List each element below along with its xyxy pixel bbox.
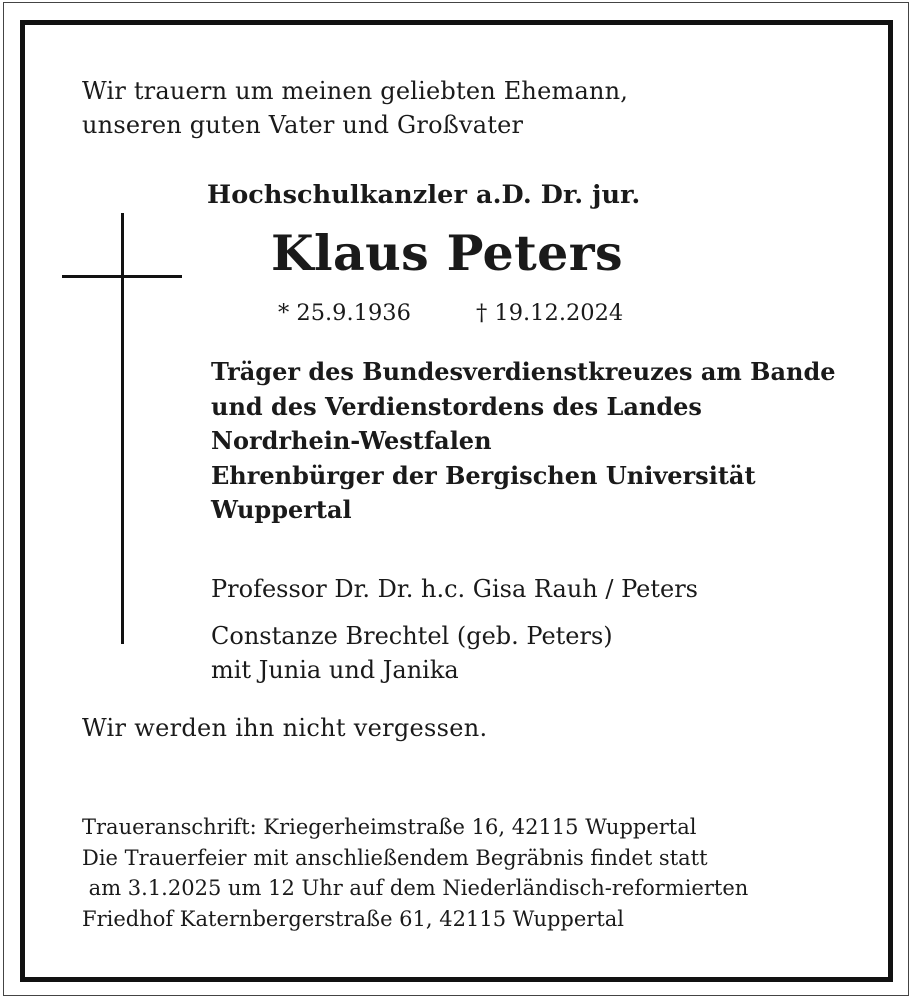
notice-line: Traueranschrift: Kriegerheimstraße 16, 42115 Wuppertal xyxy=(82,815,697,839)
mourner-line: Professor Dr. Dr. h.c. Gisa Rauh / Peters xyxy=(211,575,698,603)
honor-line: Wuppertal xyxy=(211,495,352,524)
intro-line: Wir trauern um meinen geliebten Ehemann, xyxy=(82,77,629,105)
intro-text xyxy=(82,74,628,142)
funeral-notice xyxy=(82,812,748,934)
honor-line: Träger des Bundesverdienstkreuzes am Bande xyxy=(211,357,836,386)
death-date: † 19.12.2024 xyxy=(476,300,624,326)
spacer xyxy=(211,606,698,619)
notice-line: Die Trauerfeier mit anschließendem Begräbnis findet statt xyxy=(82,845,708,870)
mourner-line: Constanze Brechtel (geb. Peters) xyxy=(211,622,613,650)
notice-line: am 3.1.2025 um 12 Uhr auf dem Niederländisch-reformierten xyxy=(82,876,749,900)
honors-list xyxy=(211,355,836,528)
notice-line: Friedhof Katernbergerstraße 61, 42115 Wuppertal xyxy=(82,906,625,931)
intro-line: unseren guten Vater und Großvater xyxy=(82,111,524,139)
honor-line: und des Verdienstordens des Landes xyxy=(211,391,702,421)
mourner-line: mit Junia und Janika xyxy=(211,656,459,684)
honor-line: Ehrenbürger der Bergischen Universität xyxy=(211,460,756,490)
honor-line: Nordrhein-Westfalen xyxy=(211,426,492,455)
birth-date: * 25.9.1936 xyxy=(278,300,411,326)
cross-icon-bar xyxy=(62,275,182,278)
deceased-name: Klaus Peters xyxy=(271,224,623,282)
academic-title: Hochschulkanzler a.D. Dr. jur. xyxy=(207,180,641,210)
mourners-list xyxy=(211,572,698,687)
closing-statement: Wir werden ihn nicht vergessen. xyxy=(82,714,488,742)
